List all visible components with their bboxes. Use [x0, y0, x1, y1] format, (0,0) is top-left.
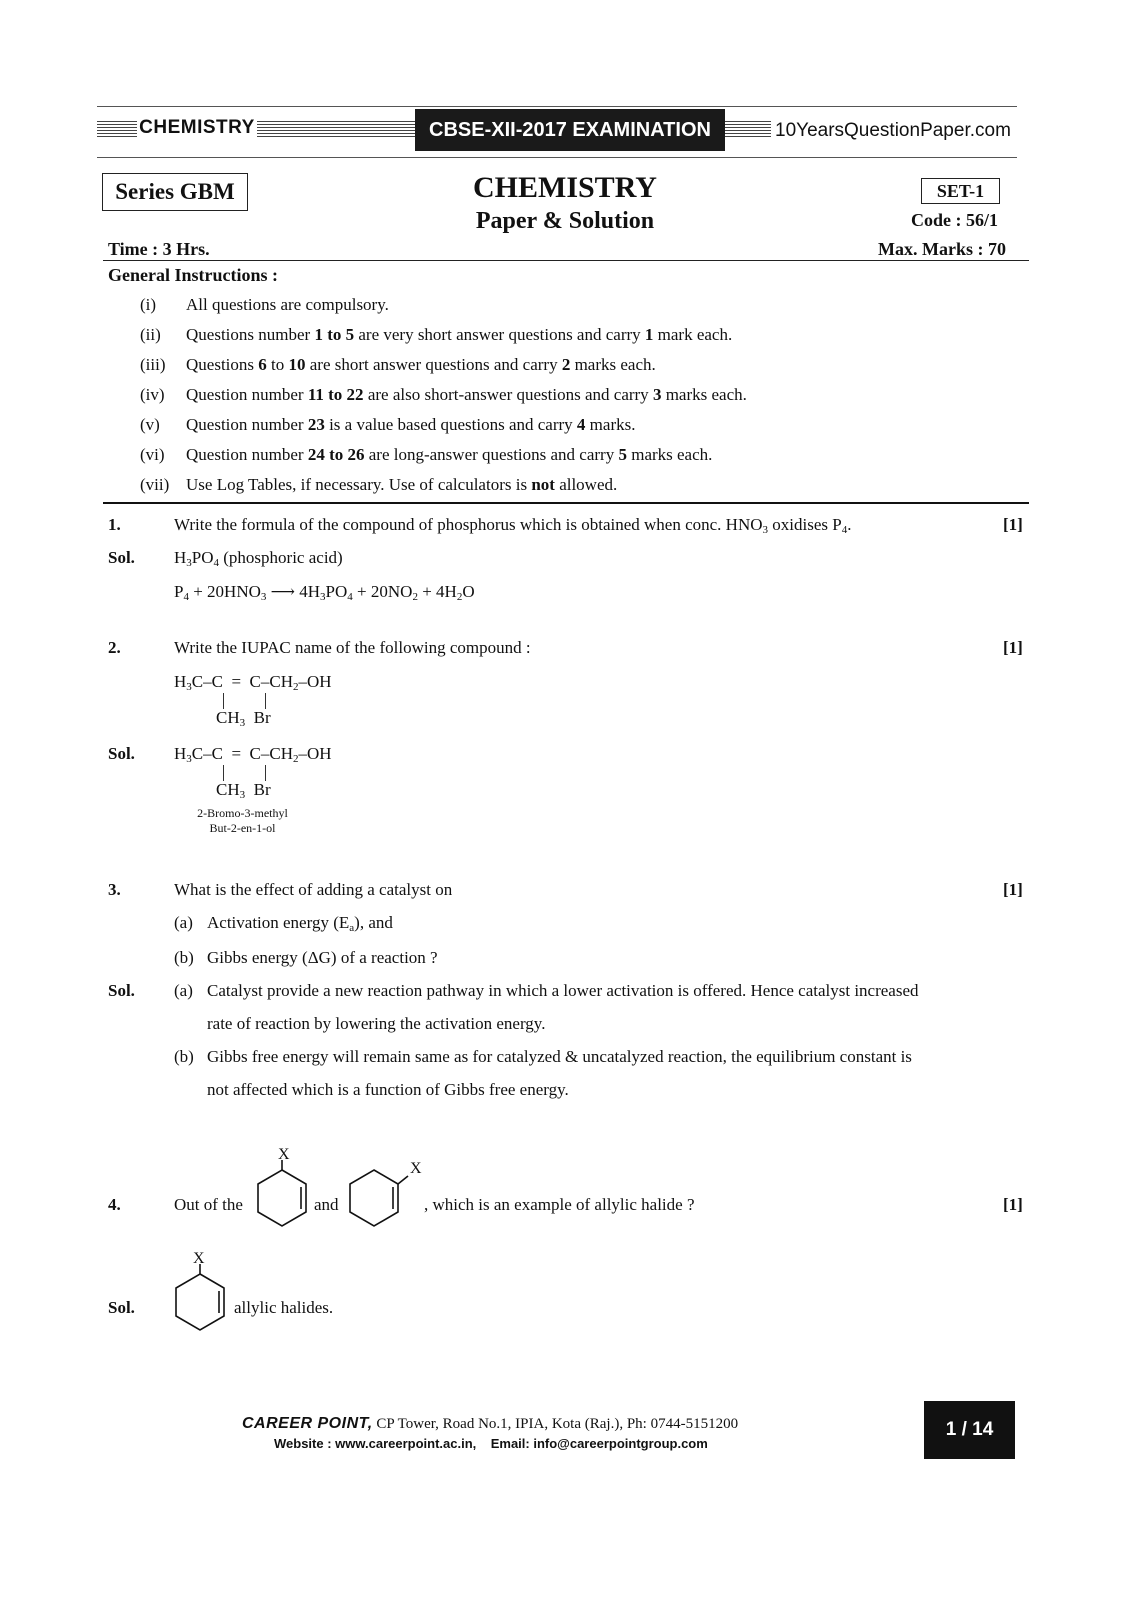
- instruction-roman: (ii): [140, 325, 161, 344]
- question-number: 2.: [108, 638, 121, 657]
- set-box: SET-1: [921, 178, 1000, 204]
- time-label: Time : 3 Hrs.: [108, 239, 210, 259]
- option-label: (a): [174, 913, 193, 932]
- paper-code: Code : 56/1: [911, 210, 998, 230]
- question-4-text-pre: Out of the: [174, 1195, 243, 1214]
- instruction-roman: (v): [140, 415, 160, 434]
- sol-label: Sol.: [108, 548, 135, 567]
- option-label: (b): [174, 1047, 194, 1066]
- question-number: 4.: [108, 1195, 121, 1214]
- iupac-name: 2-Bromo-3-methyl But-2-en-1-ol: [197, 806, 288, 835]
- solution-1-answer: $H_3PO_4$ (phosphoric acid): [174, 548, 343, 569]
- header-bottom-rule: [97, 157, 1017, 158]
- footer-brand: CAREER POINT,: [242, 1415, 373, 1432]
- instruction-roman: (iv): [140, 385, 165, 404]
- allylic-halide-answer-icon: [172, 1264, 228, 1334]
- question-marks: [1]: [1003, 880, 1023, 899]
- instruction-text: Question number 24 to 26 are long-answer questions and carry 5 marks each.: [186, 445, 713, 464]
- instruction-roman: (i): [140, 295, 157, 314]
- footer-address: CP Tower, Road No.1, IPIA, Kota (Raj.), Ph: 0744-5151200: [372, 1416, 739, 1432]
- instruction-text: All questions are compulsory.: [186, 295, 389, 314]
- question-marks: [1]: [1003, 638, 1023, 657]
- question-1-text: Write the formula of the compound of phosphorus which is obtained when conc. $HNO_3$ oxidises $P_4$.: [174, 515, 852, 536]
- question-2-text: Write the IUPAC name of the following compound :: [174, 638, 531, 657]
- header-website[interactable]: 10YearsQuestionPaper.com: [771, 120, 1015, 142]
- instruction-roman: (vii): [140, 475, 170, 494]
- solution-3a-line2: rate of reaction by lowering the activation energy.: [207, 1014, 546, 1033]
- question-4-text-and: and: [314, 1195, 339, 1214]
- substituent-x-label: X: [410, 1160, 422, 1177]
- series-box: Series GBM: [102, 173, 248, 211]
- question-3-text: What is the effect of adding a catalyst on: [174, 880, 453, 899]
- sol-label: Sol.: [108, 744, 135, 763]
- header-exam-label: CBSE-XII-2017 EXAMINATION: [415, 109, 725, 151]
- question-number: 3.: [108, 880, 121, 899]
- sol-label: Sol.: [108, 1298, 135, 1317]
- substituent-x-label: X: [193, 1250, 205, 1267]
- header-subject: CHEMISTRY: [137, 117, 257, 139]
- option-label: (a): [174, 981, 193, 1000]
- instructions-rule: [103, 502, 1029, 504]
- instruction-text: Question number 11 to 22 are also short-answer questions and carry 3 marks each.: [186, 385, 747, 404]
- instruction-text: Question number 23 is a value based questions and carry 4 marks.: [186, 415, 636, 434]
- question-marks: [1]: [1003, 1195, 1023, 1214]
- footer-contact: Website : www.careerpoint.ac.in, Email: info@careerpointgroup.com: [274, 1436, 708, 1451]
- instruction-text: Use Log Tables, if necessary. Use of calculators is not allowed.: [186, 475, 618, 494]
- title-rule: [103, 260, 1029, 261]
- solution-3a-line1: Catalyst provide a new reaction pathway in which a lower activation is offered. Hence catalyst increased: [207, 981, 919, 1000]
- header-stripes-right: [725, 121, 775, 139]
- question-marks: [1]: [1003, 515, 1023, 534]
- option-label: (b): [174, 948, 194, 967]
- option-a-text: Activation energy $(E_a)$, and: [207, 913, 393, 934]
- instruction-text: Questions 6 to 10 are short answer questions and carry 2 marks each.: [186, 355, 656, 374]
- substituent-x-label: X: [278, 1146, 290, 1163]
- solution-3b-line1: Gibbs free energy will remain same as for catalyzed & uncatalyzed reaction, the equilibrium constant is: [207, 1047, 912, 1066]
- instruction-text: Questions number 1 to 5 are very short answer questions and carry 1 mark each.: [186, 325, 733, 344]
- option-b-text: Gibbs energy (ΔG) of a reaction ?: [207, 948, 438, 967]
- solution-3b-line2: not affected which is a function of Gibbs free energy.: [207, 1080, 569, 1099]
- header-top-rule: [97, 106, 1017, 107]
- solution-1-equation: $P_4 + 20HNO_3$ ⟶ $4H_3PO_4 + 20NO_2 + 4H_2O$: [174, 582, 475, 603]
- max-marks-label: Max. Marks : 70: [878, 239, 1006, 259]
- instruction-roman: (vi): [140, 445, 165, 464]
- solution-4-text: allylic halides.: [234, 1298, 334, 1317]
- sol-label: Sol.: [108, 981, 135, 1000]
- instruction-roman: (iii): [140, 355, 166, 374]
- question-number: 1.: [108, 515, 121, 534]
- question-4-text-post: , which is an example of allylic halide ?: [424, 1195, 695, 1214]
- allylic-halide-structure-icon: [254, 1160, 310, 1230]
- paper-title: CHEMISTRY: [473, 171, 657, 204]
- footer-address-line: [242, 1415, 738, 1433]
- instructions-heading: General Instructions :: [108, 265, 278, 285]
- paper-subtitle: Paper & Solution: [475, 208, 655, 234]
- page-number-badge: 1 / 14: [924, 1401, 1015, 1459]
